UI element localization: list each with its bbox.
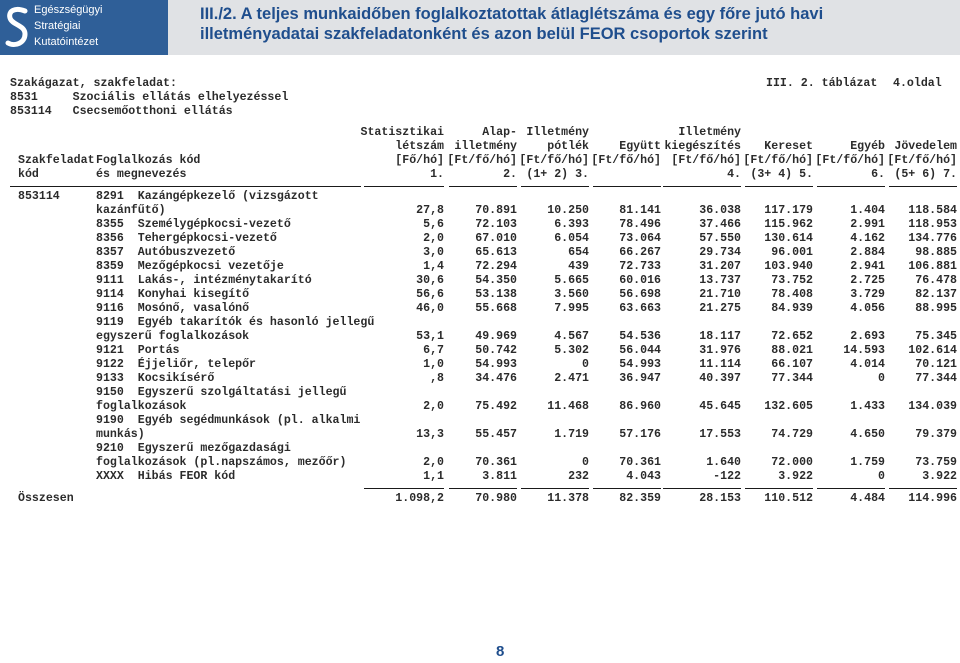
cell-alapilletmeny: 53.138 [475,288,517,301]
header-underline-statisztikai-letszam [364,186,444,187]
cell-egyeb: 2.693 [850,330,885,343]
occupation-name: 9190 Egyéb segédmunkások (pl. alkalmi [96,414,361,427]
cell-alapilletmeny: 72.103 [475,218,517,231]
cell-jovedelem: 134.039 [908,400,957,413]
cell-illetmeny-kiegeszites: 21.710 [699,288,741,301]
header-statisztikai-letszam-line-4: 1. [430,168,444,181]
cell-egyutt: 73.064 [619,232,661,245]
occupation-name: XXXX Hibás FEOR kód [96,470,236,483]
occupation-name: 9150 Egyszerű szolgáltatási jellegű [96,386,347,399]
cell-illetmeny-kiegeszites: 45.645 [699,400,741,413]
header-code-line-2: kód [18,168,39,181]
cell-jovedelem: 3.922 [922,470,957,483]
cell-alapilletmeny: 54.993 [475,358,517,371]
cell-statisztikai-letszam: 1,4 [423,260,444,273]
header-code-line-1: Szakfeladat [18,154,95,167]
cell-egyutt: 4.043 [626,470,661,483]
header-underline-illetmeny-potlek [521,186,589,187]
page-reference: 4.oldal [893,77,942,90]
total-underline-egyeb [817,488,885,489]
header-jovedelem-line-3: [Ft/fő/hó] [887,154,957,167]
cell-illetmeny-potlek: 232 [568,470,589,483]
header-underline-egyeb [817,186,885,187]
header-kereset-line-4: (3+ 4) 5. [750,168,813,181]
cell-illetmeny-potlek: 10.250 [547,204,589,217]
header-illetmeny-kiegeszites-line-2: kiegészítés [664,140,741,153]
occupation-name: 8356 Tehergépkocsi-vezető [96,232,277,245]
cell-alapilletmeny: 70.361 [475,456,517,469]
cell-illetmeny-kiegeszites: 1.640 [706,456,741,469]
cell-illetmeny-kiegeszites: 21.275 [699,302,741,315]
header-underline-egyutt [593,186,661,187]
occupation-name: 8291 Kazángépkezelő (vizsgázott [96,190,319,203]
section-code: 853114 [18,190,60,203]
cell-illetmeny-kiegeszites: 13.737 [699,274,741,287]
meta-label: Szakágazat, szakfeladat: [10,77,177,90]
cell-jovedelem: 82.137 [915,288,957,301]
header-alapilletmeny-line-1: Alap- [482,126,517,139]
cell-egyeb: 4.162 [850,232,885,245]
total-underline-illetmeny-potlek [521,488,589,489]
header-illetmeny-potlek-line-1: Illetmény [526,126,589,139]
cell-statisztikai-letszam: 5,6 [423,218,444,231]
logo-line-1: Egészségügyi [34,4,103,16]
cell-illetmeny-kiegeszites: 11.114 [699,358,741,371]
header-name-line-1: Foglalkozás kód [96,154,201,167]
header-underline-alapilletmeny [449,186,517,187]
total-illetmeny-potlek: 11.378 [547,492,589,505]
title-line-2: illetményadatai szakfeladatonként és azon belül FEOR csoportok szerint [200,25,768,43]
header-underline-illetmeny-kiegeszites [663,186,741,187]
occupation-name: 9114 Konyhai kisegítő [96,288,250,301]
cell-egyeb: 2.725 [850,274,885,287]
cell-statisztikai-letszam: ,8 [430,372,444,385]
cell-jovedelem: 76.478 [915,274,957,287]
cell-egyeb: 4.650 [850,428,885,441]
cell-statisztikai-letszam: 1,1 [423,470,444,483]
cell-illetmeny-potlek: 5.302 [554,344,589,357]
occupation-name: 9210 Egyszerű mezőgazdasági [96,442,291,455]
cell-illetmeny-potlek: 11.468 [547,400,589,413]
cell-egyutt: 60.016 [619,274,661,287]
cell-egyutt: 81.141 [619,204,661,217]
cell-illetmeny-potlek: 0 [582,358,589,371]
cell-alapilletmeny: 55.457 [475,428,517,441]
cell-illetmeny-kiegeszites: 37.466 [699,218,741,231]
cell-illetmeny-kiegeszites: 31.976 [699,344,741,357]
header-egyeb-line-2: Egyéb [850,140,885,153]
cell-statisztikai-letszam: 56,6 [416,288,444,301]
cell-statisztikai-letszam: 1,0 [423,358,444,371]
total-jovedelem: 114.996 [908,492,957,505]
cell-statisztikai-letszam: 46,0 [416,302,444,315]
cell-kereset: 77.344 [771,372,813,385]
cell-egyutt: 72.733 [619,260,661,273]
cell-kereset: 84.939 [771,302,813,315]
cell-statisztikai-letszam: 13,3 [416,428,444,441]
title-line-1: III./2. A teljes munkaidőben foglalkoztatottak átlaglétszáma és egy főre jutó havi [200,5,824,23]
total-illetmeny-kiegeszites: 28.153 [699,492,741,505]
header-illetmeny-potlek-line-2: pótlék [547,140,589,153]
total-underline-egyutt [593,488,661,489]
cell-illetmeny-kiegeszites: 17.553 [699,428,741,441]
header-illetmeny-kiegeszites-line-1: Illetmény [678,126,741,139]
cell-egyutt: 66.267 [619,246,661,259]
header-statisztikai-letszam-line-3: [Fő/hó] [395,154,444,167]
logo-line-3: Kutatóintézet [34,36,99,48]
logo-s-icon [5,5,29,49]
cell-kereset: 74.729 [771,428,813,441]
cell-statisztikai-letszam: 2,0 [423,232,444,245]
header-underline-kereset [745,186,813,187]
occupation-name: 9121 Portás [96,344,180,357]
cell-kereset: 103.940 [764,260,813,273]
cell-jovedelem: 118.953 [908,218,957,231]
meta-line-1: 8531 Szociális ellátás elhelyezéssel [10,91,289,104]
cell-statisztikai-letszam: 6,7 [423,344,444,357]
total-underline-jovedelem [889,488,957,489]
cell-jovedelem: 98.885 [915,246,957,259]
cell-jovedelem: 118.584 [908,204,957,217]
cell-kereset: 130.614 [764,232,813,245]
cell-egyeb: 1.404 [850,204,885,217]
cell-alapilletmeny: 75.492 [475,400,517,413]
header-underline-jovedelem [889,186,957,187]
total-label: Összesen [18,492,74,505]
cell-alapilletmeny: 34.476 [475,372,517,385]
cell-jovedelem: 106.881 [908,260,957,273]
cell-statisztikai-letszam: 53,1 [416,330,444,343]
cell-egyutt: 56.044 [619,344,661,357]
header-kereset-line-3: [Ft/fő/hó] [743,154,813,167]
header-jovedelem-line-2: Jövedelem [894,140,957,153]
header-jovedelem-line-4: (5+ 6) 7. [894,168,957,181]
cell-jovedelem: 134.776 [908,232,957,245]
cell-jovedelem: 70.121 [915,358,957,371]
cell-egyutt: 57.176 [619,428,661,441]
cell-illetmeny-kiegeszites: 57.550 [699,232,741,245]
cell-egyeb: 1.759 [850,456,885,469]
cell-egyutt: 63.663 [619,302,661,315]
cell-kereset: 72.000 [771,456,813,469]
total-underline-statisztikai-letszam [364,488,444,489]
cell-statisztikai-letszam: 2,0 [423,400,444,413]
cell-egyeb: 2.991 [850,218,885,231]
cell-egyeb: 14.593 [843,344,885,357]
cell-illetmeny-potlek: 5.665 [554,274,589,287]
page-number: 8 [496,643,505,660]
occupation-name: 8355 Személygépkocsi-vezető [96,218,291,231]
cell-statisztikai-letszam: 3,0 [423,246,444,259]
cell-jovedelem: 102.614 [908,344,957,357]
header-alapilletmeny-line-4: 2. [503,168,517,181]
header-egyutt-line-3: [Ft/fő/hó] [591,154,661,167]
occupation-name: 9133 Kocsikísérő [96,372,215,385]
cell-illetmeny-potlek: 6.054 [554,232,589,245]
cell-statisztikai-letszam: 30,6 [416,274,444,287]
cell-illetmeny-potlek: 3.560 [554,288,589,301]
occupation-name: 9122 Éjjeliőr, telepőr [96,358,257,371]
cell-kereset: 132.605 [764,400,813,413]
page-title [200,4,940,44]
header-statisztikai-letszam-line-2: létszám [395,140,444,153]
total-kereset: 110.512 [764,492,813,505]
cell-illetmeny-kiegeszites: 29.734 [699,246,741,259]
cell-kereset: 117.179 [764,204,813,217]
header-kereset-line-2: Kereset [764,140,813,153]
cell-egyeb: 2.884 [850,246,885,259]
occupation-name: 8359 Mezőgépkocsi vezetője [96,260,284,273]
occupation-name: foglalkozások [96,400,187,413]
header-illetmeny-potlek-line-4: (1+ 2) 3. [526,168,589,181]
header-underline-name [10,186,361,187]
cell-egyeb: 3.729 [850,288,885,301]
occupation-name: egyszerű foglalkozások [96,330,250,343]
cell-alapilletmeny: 70.891 [475,204,517,217]
cell-illetmeny-kiegeszites: 40.397 [699,372,741,385]
header-egyeb-line-3: [Ft/fő/hó] [815,154,885,167]
cell-alapilletmeny: 72.294 [475,260,517,273]
header-illetmeny-kiegeszites-line-3: [Ft/fő/hó] [671,154,741,167]
cell-illetmeny-kiegeszites: 31.207 [699,260,741,273]
cell-illetmeny-potlek: 2.471 [554,372,589,385]
cell-illetmeny-potlek: 654 [568,246,589,259]
cell-alapilletmeny: 50.742 [475,344,517,357]
meta-line-2: 853114 Csecsemőotthoni ellátás [10,105,233,118]
cell-illetmeny-potlek: 4.567 [554,330,589,343]
cell-egyeb: 0 [878,470,885,483]
occupation-name: kazánfűtő) [96,204,166,217]
cell-egyutt: 78.496 [619,218,661,231]
cell-kereset: 72.652 [771,330,813,343]
cell-illetmeny-potlek: 439 [568,260,589,273]
cell-kereset: 88.021 [771,344,813,357]
cell-egyeb: 0 [878,372,885,385]
occupation-name: foglalkozások (pl.napszámos, mezőőr) [96,456,347,469]
cell-egyutt: 70.361 [619,456,661,469]
cell-jovedelem: 75.345 [915,330,957,343]
cell-egyutt: 56.698 [619,288,661,301]
header-illetmeny-potlek-line-3: [Ft/fő/hó] [519,154,589,167]
total-egyeb: 4.484 [850,492,885,505]
cell-alapilletmeny: 49.969 [475,330,517,343]
cell-egyutt: 36.947 [619,372,661,385]
total-alapilletmeny: 70.980 [475,492,517,505]
cell-egyutt: 54.536 [619,330,661,343]
cell-kereset: 96.001 [771,246,813,259]
header-statisztikai-letszam-line-1: Statisztikai [360,126,444,139]
header-alapilletmeny-line-3: [Ft/fő/hó] [447,154,517,167]
total-egyutt: 82.359 [619,492,661,505]
logo-line-2: Stratégiai [34,20,81,32]
header-illetmeny-kiegeszites-line-4: 4. [727,168,741,181]
total-statisztikai-letszam: 1.098,2 [395,492,444,505]
cell-alapilletmeny: 54.350 [475,274,517,287]
cell-kereset: 78.408 [771,288,813,301]
cell-egyeb: 2.941 [850,260,885,273]
cell-egyutt: 54.993 [619,358,661,371]
cell-illetmeny-potlek: 7.995 [554,302,589,315]
total-underline-illetmeny-kiegeszites [663,488,741,489]
cell-egyeb: 4.014 [850,358,885,371]
cell-kereset: 115.962 [764,218,813,231]
cell-jovedelem: 73.759 [915,456,957,469]
cell-jovedelem: 88.995 [915,302,957,315]
total-underline-alapilletmeny [449,488,517,489]
cell-kereset: 66.107 [771,358,813,371]
cell-alapilletmeny: 65.613 [475,246,517,259]
cell-jovedelem: 77.344 [915,372,957,385]
cell-statisztikai-letszam: 2,0 [423,456,444,469]
cell-kereset: 3.922 [778,470,813,483]
cell-illetmeny-potlek: 1.719 [554,428,589,441]
table-reference: III. 2. táblázat [766,77,878,90]
cell-alapilletmeny: 67.010 [475,232,517,245]
cell-illetmeny-kiegeszites: -122 [713,470,741,483]
cell-alapilletmeny: 3.811 [482,470,517,483]
cell-illetmeny-potlek: 6.393 [554,218,589,231]
cell-kereset: 73.752 [771,274,813,287]
cell-alapilletmeny: 55.668 [475,302,517,315]
total-underline-kereset [745,488,813,489]
occupation-name: 9111 Lakás-, intézménytakarító [96,274,312,287]
cell-egyeb: 4.056 [850,302,885,315]
occupation-name: 9119 Egyéb takarítók és hasonló jellegű [96,316,375,329]
occupation-name: munkás) [96,428,145,441]
header-egyeb-line-4: 6. [871,168,885,181]
cell-illetmeny-potlek: 0 [582,456,589,469]
cell-jovedelem: 79.379 [915,428,957,441]
header-egyutt-line-2: Együtt [619,140,661,153]
header-name-line-2: és megnevezés [96,168,187,181]
occupation-name: 8357 Autóbuszvezető [96,246,236,259]
cell-statisztikai-letszam: 27,8 [416,204,444,217]
cell-illetmeny-kiegeszites: 36.038 [699,204,741,217]
institute-logo [0,0,168,55]
cell-illetmeny-kiegeszites: 18.117 [699,330,741,343]
header-alapilletmeny-line-2: illetmény [454,140,517,153]
cell-egyeb: 1.433 [850,400,885,413]
cell-egyutt: 86.960 [619,400,661,413]
occupation-name: 9116 Mosónő, vasalónő [96,302,250,315]
